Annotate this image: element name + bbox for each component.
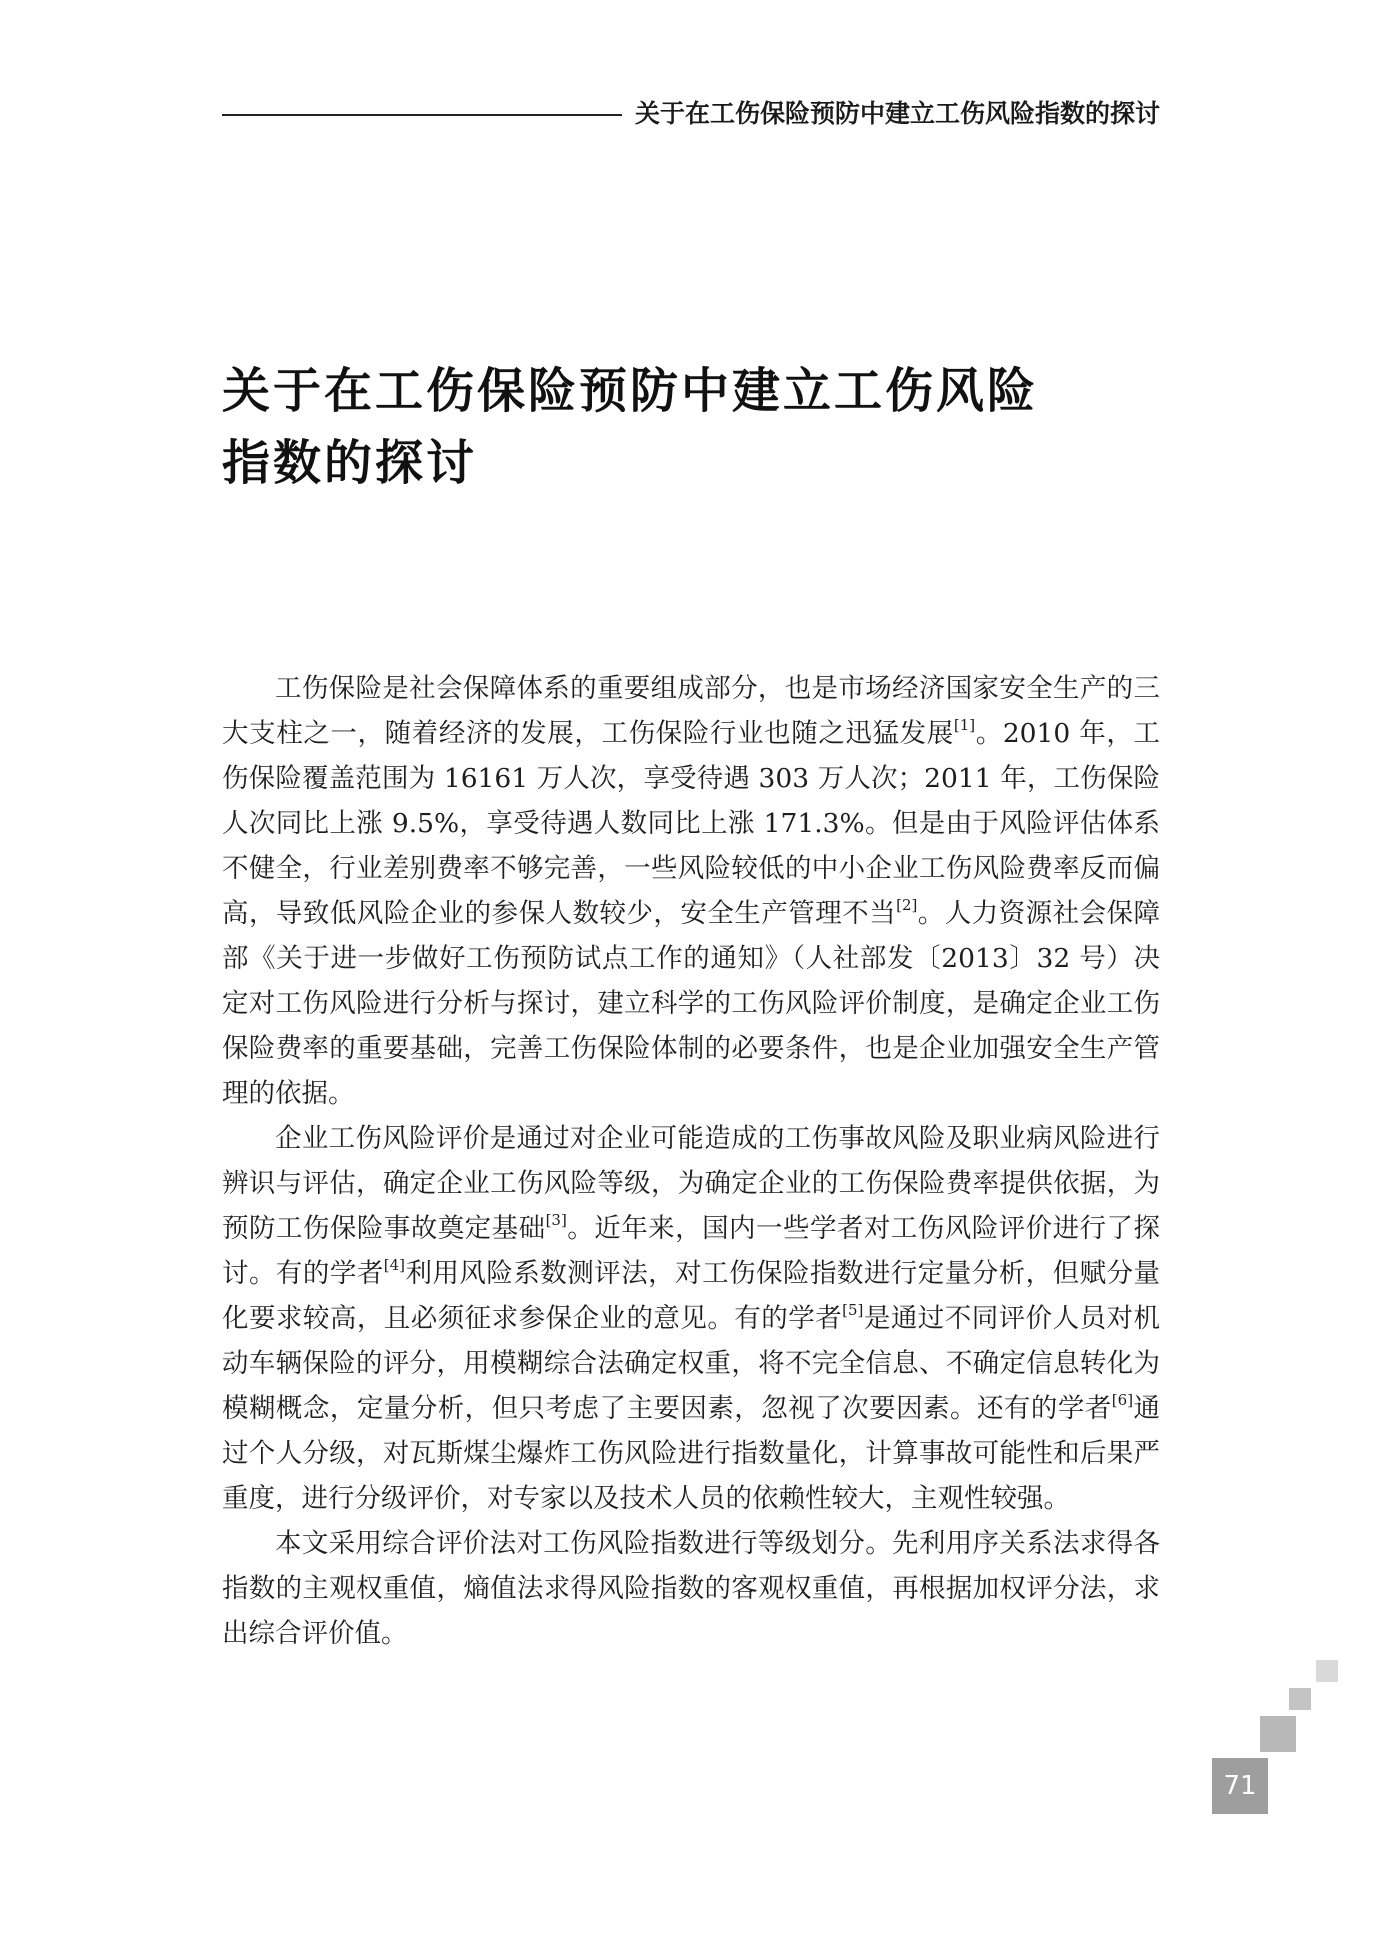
- article-title-line-1: 关于在工伤保险预防中建立工伤风险: [222, 363, 1039, 419]
- decorative-square: [1260, 1716, 1296, 1752]
- text-run: 利用风险系数测评法，对工伤保险指数进行定量分析，但赋分量化要求较高，且必须征求参保企业的意见。有的学者: [222, 1258, 1161, 1334]
- citation-ref: [3]: [545, 1211, 567, 1229]
- paragraph-1: [222, 666, 1160, 1116]
- text-run: 本文采用综合评价法对工伤风险指数进行等级划分。先利用序关系法求得各指数的主观权重值，熵值法求得风险指数的客观权重值，再根据加权评分法，求出综合评价值。: [222, 1528, 1160, 1649]
- running-header-title: 关于在工伤保险预防中建立工伤风险指数的探讨: [634, 99, 1160, 128]
- citation-ref: [1]: [953, 716, 976, 734]
- text-run: 。近年来，国内一些学者对工伤风险评价进行了探讨。有的学者: [222, 1213, 1161, 1289]
- article-title: [222, 355, 1122, 499]
- decorative-square: [1289, 1688, 1311, 1710]
- running-header: [222, 92, 1160, 132]
- decorative-square: [1316, 1660, 1338, 1682]
- text-run: 通过个人分级，对瓦斯煤尘爆炸工伤风险进行指数量化，计算事故可能性和后果严重度，进行分级评价，对专家以及技术人员的依赖性较大，主观性较强。: [222, 1393, 1161, 1514]
- citation-ref: [2]: [896, 896, 918, 914]
- citation-ref: [6]: [1111, 1391, 1134, 1409]
- text-run: 是通过不同评价人员对机动车辆保险的评分，用模糊综合法确定权重，将不完全信息、不确定信息转化为模糊概念，定量分析，但只考虑了主要因素，忽视了次要因素。还有的学者: [222, 1303, 1161, 1424]
- text-run: 企业工伤风险评价是通过对企业可能造成的工伤事故风险及职业病风险进行辨识与评估，确定企业工伤风险等级，为确定企业的工伤保险费率提供依据，为预防工伤保险事故奠定基础: [222, 1123, 1160, 1244]
- text-run: 。2010 年，工伤保险覆盖范围为 16161 万人次，享受待遇 303 万人次；2011 年，工伤保险人次同比上涨 9.5%，享受待遇人数同比上涨 171.3%。但是由于风险评估体系不健全，行业差别费率不够完善，一些风险较低的中小企业工伤风险费率反而偏高，导致低风险企业的参保人数较少，安全生产管理不当: [222, 718, 1161, 929]
- article-body: [222, 666, 1160, 1656]
- header-rule: [222, 114, 622, 116]
- citation-ref: [5]: [842, 1301, 864, 1319]
- citation-ref: [4]: [383, 1256, 406, 1274]
- article-title-line-2: 指数的探讨: [222, 435, 478, 491]
- paragraph-3: [222, 1521, 1160, 1656]
- paragraph-2: [222, 1116, 1160, 1521]
- page-number: 71: [1212, 1758, 1268, 1814]
- text-run: 工伤保险是社会保障体系的重要组成部分，也是市场经济国家安全生产的三大支柱之一，随着经济的发展，工伤保险行业也随之迅猛发展: [222, 673, 1160, 749]
- text-run: 。人力资源社会保障部《关于进一步做好工伤预防试点工作的通知》（人社部发〔2013〕32 号）决定对工伤风险进行分析与探讨，建立科学的工伤风险评价制度，是确定企业工伤保险费率的重要基础，完善工伤保险体制的必要条件，也是企业加强安全生产管理的依据。: [222, 898, 1161, 1109]
